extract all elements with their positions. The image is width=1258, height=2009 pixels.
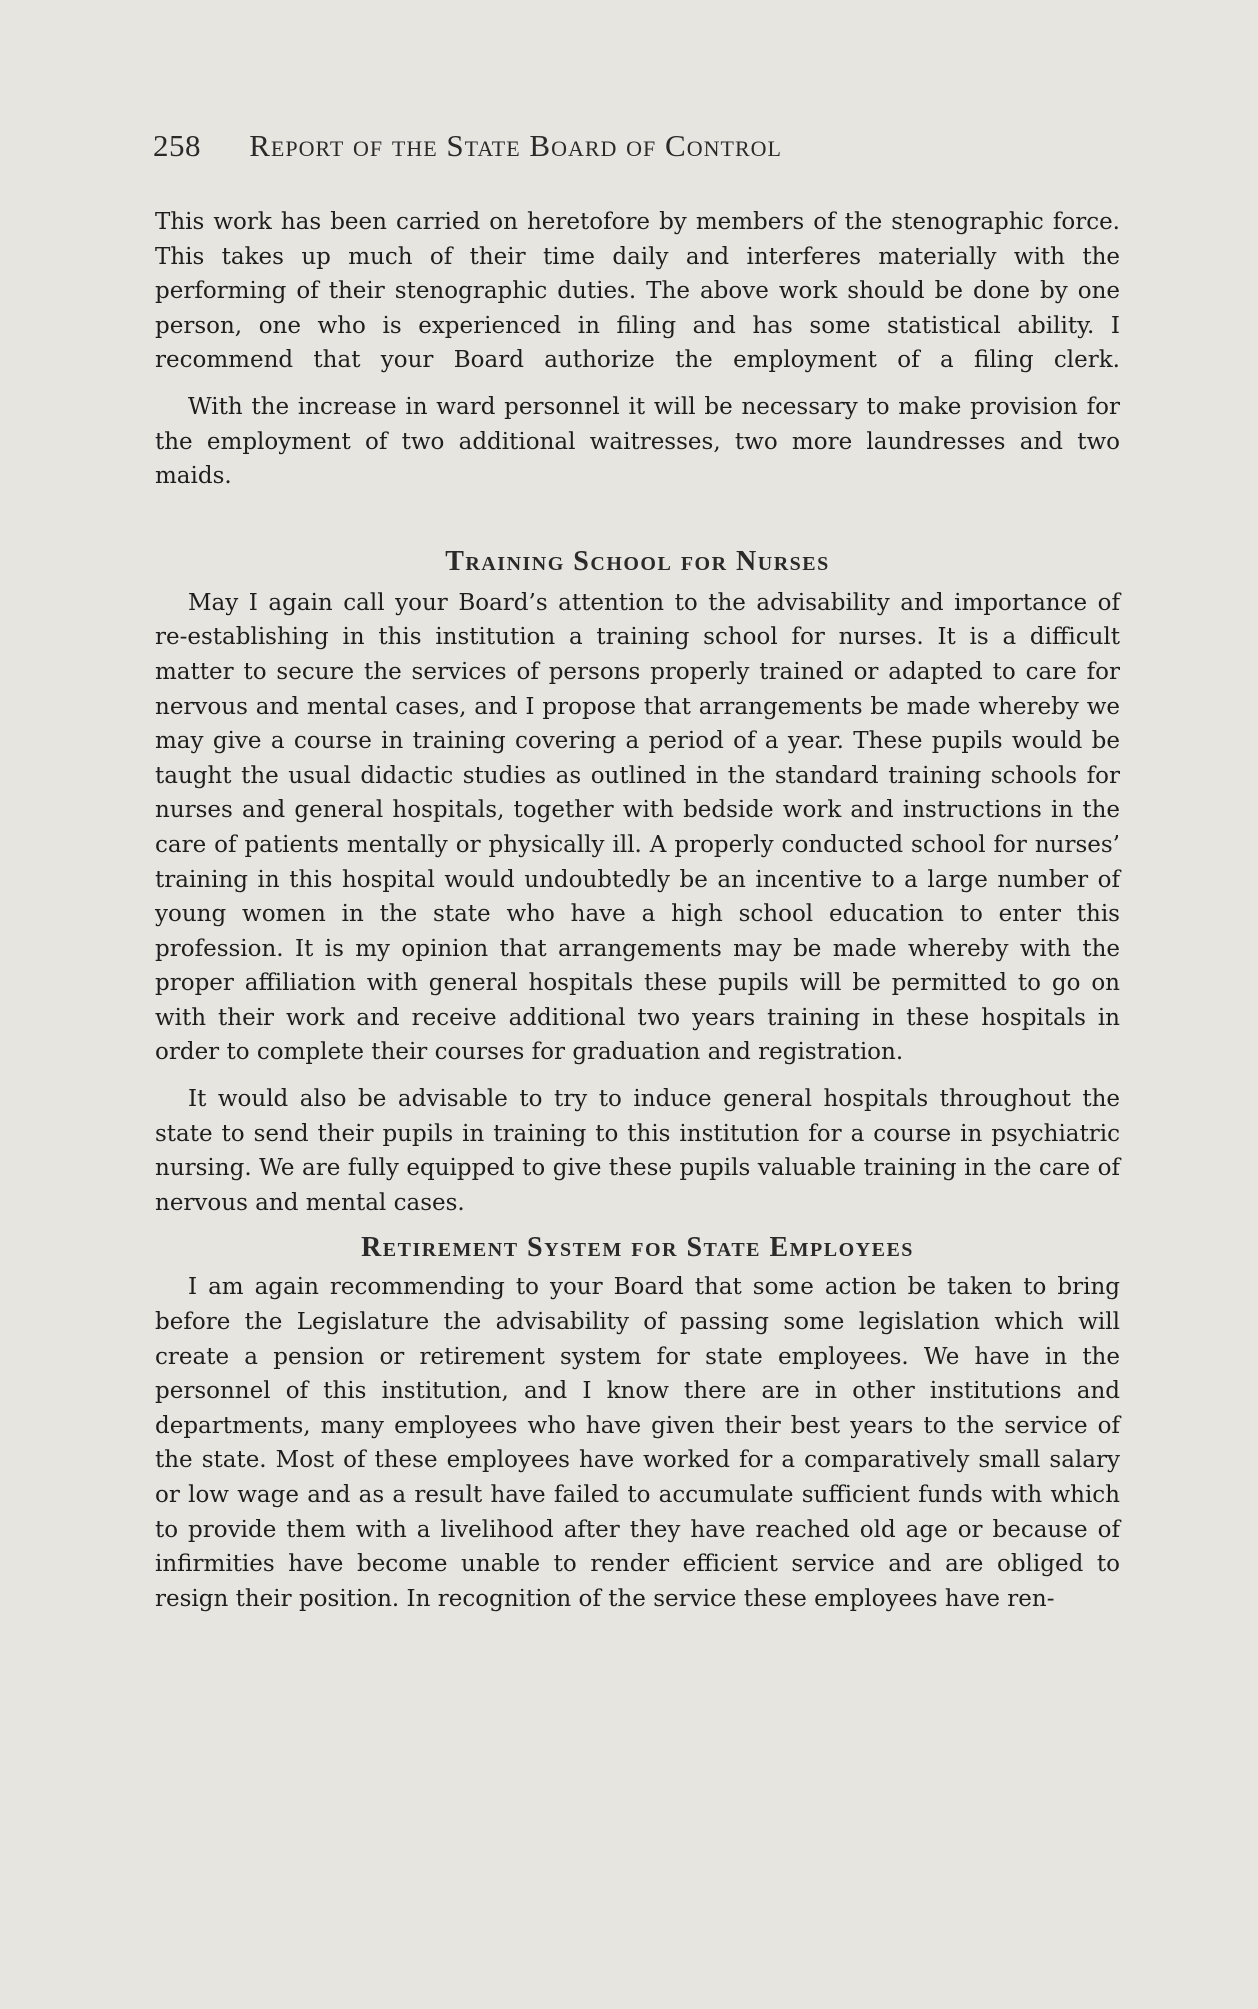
body-text — [155, 205, 1120, 1616]
running-title: Report of the State Board of Control — [249, 128, 782, 163]
paragraph-retirement-system: I am again recommending to your Board that some action be taken to bring before the Legislature the advisability of passing some legislation which will create a pension or retirement system for state employees. We have in the personnel of this institution, and I know there are in other institutions and departments, many employees who have given their best years to the service of the state. Most of these employees have worked for a comparatively small salary or low wage and as a result have failed to accumulate sufficient funds with which to provide them with a livelihood after they have reached old age or because of infirmities have become unable to render efficient service and are obliged to resign their position. In recognition of the service these employees have ren- — [155, 1274, 1120, 1612]
paragraph-training-school: May I again call your Board’s attention to the advisability and importance of re-establishing in this institution a training school for nurses. It is a difficult matter to secure the services of persons properly trained or adapted to care for nervous and mental cases, and I propose that arrangements be made whereby we may give a course in training covering a period of a year. These pupils would be taught the usual didactic studies as outlined in the standard training schools for nurses and general hospitals, together with bedside work and instructions in the care of patients mentally or physically ill. A properly conducted school for nurses’ training in this hospital would undoubtedly be an incentive to a large number of young women in the state who have a high school education to enter this profession. It is my opinion that arrangements may be made whereby with the proper affiliation with general hospitals these pupils will be permitted to go on with their work and receive additional two years training in these hospitals in order to complete their courses for graduation and registration. — [155, 589, 1120, 1066]
page-number: 258 — [153, 128, 201, 163]
paragraph-psychiatric-nursing: It would also be advisable to try to induce general hospitals throughout the state to send their pupils in training to this institution for a course in psychiatric nursing. We are fully equipped to give these pupils valuable training in the care of nervous and mental cases. — [155, 1086, 1120, 1216]
heading-training-school: Training School for Nurses — [445, 545, 830, 577]
heading-retirement-system: Retirement System for State Employees — [361, 1232, 914, 1264]
paragraph-filing-clerk: This work has been carried on heretofore by members of the stenographic force. This takes up much of their time daily and interferes materially with the performing of their stenographic duties. The above work should be done by one person, one who is experienced in filing and has some statistical ability. I recommend that your Board authorize the employment of a filing clerk. — [155, 209, 1120, 374]
page-header — [153, 128, 1153, 172]
paragraph-ward-personnel: With the increase in ward personnel it will be necessary to make provision for the employment of two additional waitresses, two more laundresses and two maids. — [155, 393, 1120, 490]
